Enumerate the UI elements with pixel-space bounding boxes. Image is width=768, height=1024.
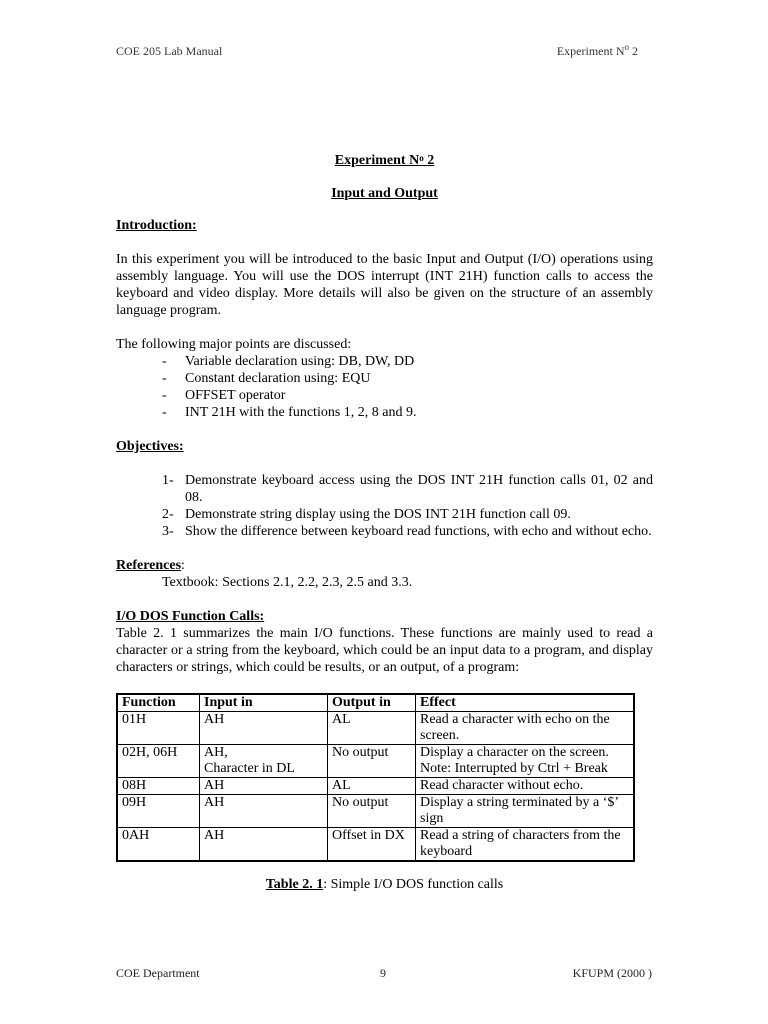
cell-input: AH, Character in DL xyxy=(200,745,328,778)
references-colon: : xyxy=(181,558,185,573)
list-item-text: INT 21H with the functions 1, 2, 8 and 9. xyxy=(185,405,417,420)
list-item-text: Variable declaration using: DB, DW, DD xyxy=(185,354,415,369)
running-header-right xyxy=(557,44,638,59)
bullet-mark: - xyxy=(162,405,167,420)
cell-effect: Display a character on the screen. Note: Interrupted by Ctrl + Break xyxy=(416,745,635,778)
references-heading-line xyxy=(116,557,653,574)
list-item xyxy=(162,353,653,370)
running-header-degree: o xyxy=(624,42,629,52)
cell-function: 01H xyxy=(117,712,200,745)
number-mark: 2- xyxy=(162,507,174,522)
list-item xyxy=(162,370,653,387)
list-item-text: Demonstrate string display using the DOS INT 21H function call 09. xyxy=(185,507,571,522)
io-calls-paragraph: Table 2. 1 summarizes the main I/O functions. These functions are mainly used to read a character or a string from the keyboard, which could be an input data to a program, and display characters or strings, which could be results, or an output, of a program: xyxy=(116,626,653,675)
running-header-left: COE 205 Lab Manual xyxy=(116,44,223,58)
column-header-output: Output in xyxy=(328,694,416,712)
experiment-subtitle: Input and Output xyxy=(331,186,438,201)
list-item xyxy=(162,523,653,540)
list-item-text: Show the difference between keyboard read functions, with echo and without echo. xyxy=(185,524,652,539)
cell-output: No output xyxy=(328,795,416,828)
cell-input: AH xyxy=(200,795,328,828)
list-item xyxy=(162,506,653,523)
table-caption xyxy=(116,876,653,893)
experiment-title-text: Experiment N xyxy=(334,153,420,168)
cell-output: No output xyxy=(328,745,416,778)
cell-function: 08H xyxy=(117,778,200,795)
experiment-title xyxy=(116,152,653,169)
experiment-title-degree: o xyxy=(419,153,424,163)
references-heading: References xyxy=(116,558,182,573)
cell-output: Offset in DX xyxy=(328,828,416,862)
io-function-table xyxy=(116,693,635,862)
cell-input: AH xyxy=(200,778,328,795)
table-header-row xyxy=(117,694,634,712)
experiment-title-number: 2 xyxy=(427,153,435,168)
table-row xyxy=(117,828,634,862)
footer-right: KFUPM (2000 ) xyxy=(572,966,652,980)
cell-input: AH xyxy=(200,828,328,862)
page-number: 9 xyxy=(380,966,386,980)
io-calls-heading: I/O DOS Function Calls: xyxy=(116,609,265,624)
list-item xyxy=(162,404,653,421)
objectives-heading: Objectives: xyxy=(116,439,184,454)
cell-function: 09H xyxy=(117,795,200,828)
introduction-paragraph: In this experiment you will be introduced to the basic Input and Output (I/O) operations using assembly language. You will use the DOS interrupt (INT 21H) function calls to access the keyboard and video display. More details will also be given on the structure of an assembly language program. xyxy=(116,252,653,318)
number-mark: 3- xyxy=(162,524,174,539)
column-header-function: Function xyxy=(117,694,200,712)
table-caption-text: : Simple I/O DOS function calls xyxy=(323,877,504,892)
introduction-heading: Introduction: xyxy=(116,218,197,233)
cell-effect: Read a character with echo on the screen. xyxy=(416,712,635,745)
list-item-text: Constant declaration using: EQU xyxy=(185,371,371,386)
cell-output: AL xyxy=(328,712,416,745)
table-caption-label: Table 2. 1 xyxy=(265,877,324,892)
bullet-mark: - xyxy=(162,354,167,369)
table-row xyxy=(117,795,634,828)
cell-effect: Read a string of characters from the keyboard xyxy=(416,828,635,862)
bullet-mark: - xyxy=(162,371,167,386)
cell-output: AL xyxy=(328,778,416,795)
bullet-mark: - xyxy=(162,388,167,403)
number-mark: 1- xyxy=(162,473,174,488)
column-header-input: Input in xyxy=(200,694,328,712)
page-content xyxy=(116,152,653,907)
list-item xyxy=(162,387,653,404)
list-item xyxy=(162,472,653,506)
references-text: Textbook: Sections 2.1, 2.2, 2.3, 2.5 and 3.3. xyxy=(162,575,413,590)
table-row xyxy=(117,712,634,745)
footer-left: COE Department xyxy=(116,966,200,980)
cell-input: AH xyxy=(200,712,328,745)
column-header-effect: Effect xyxy=(416,694,635,712)
running-header-right-text: Experiment N xyxy=(556,44,625,58)
points-lead: The following major points are discussed: xyxy=(116,337,352,352)
list-item-text: OFFSET operator xyxy=(185,388,286,403)
points-list xyxy=(116,353,653,421)
cell-function: 02H, 06H xyxy=(117,745,200,778)
cell-effect: Display a string terminated by a ‘$’ sign xyxy=(416,795,635,828)
running-header-number: 2 xyxy=(632,44,638,58)
table-row xyxy=(117,778,634,795)
cell-effect: Read character without echo. xyxy=(416,778,635,795)
table-body xyxy=(117,712,634,862)
objectives-list xyxy=(116,472,653,540)
table-row xyxy=(117,745,634,778)
list-item-text: Demonstrate keyboard access using the DOS INT 21H function calls 01, 02 and 08. xyxy=(185,473,653,505)
cell-function: 0AH xyxy=(117,828,200,862)
